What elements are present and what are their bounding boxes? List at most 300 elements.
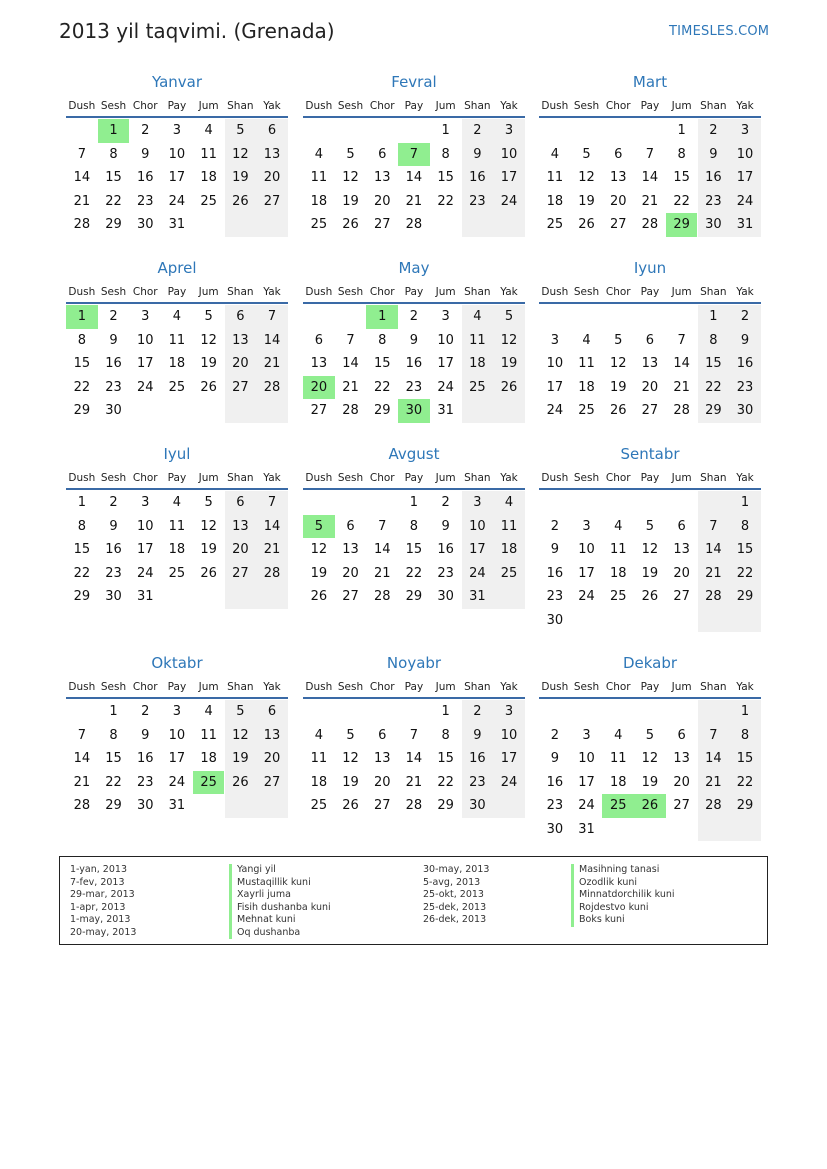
- weekday-header: [66, 99, 288, 118]
- day-cell: 1: [677, 123, 686, 138]
- day-cell: 9: [109, 518, 118, 534]
- month-name: Dekabr: [622, 654, 678, 672]
- day-cell: 30: [136, 217, 154, 232]
- day-cell: 6: [225, 305, 257, 329]
- day-cell: 31: [168, 217, 186, 232]
- day-cell: 24: [168, 774, 186, 790]
- day-cell: 9: [698, 143, 730, 167]
- day-cell: 5: [645, 727, 655, 743]
- day-cell: 14: [405, 170, 423, 185]
- day-cell: 26: [200, 379, 217, 395]
- day-cell: 22: [405, 565, 423, 581]
- day-cell: 19: [641, 565, 659, 581]
- weekday-label: Pay: [167, 681, 187, 693]
- day-cell: 28: [373, 589, 391, 604]
- weekday-label: Pay: [167, 100, 187, 112]
- day-cell: 10: [729, 143, 761, 167]
- day-cell: 23: [136, 193, 154, 209]
- day-cell: 31: [437, 403, 454, 418]
- day-cell: 21: [673, 379, 690, 395]
- month-name: Oktabr: [151, 654, 203, 672]
- day-cell: 19: [609, 379, 627, 395]
- empty-weekend-cell: [493, 585, 525, 609]
- day-cell: 26: [225, 190, 257, 214]
- legend-names-left: [229, 864, 331, 939]
- empty-weekend-cell: [225, 213, 257, 237]
- empty-weekend-cell: [225, 794, 257, 818]
- day-cell: 2: [409, 309, 419, 324]
- day-cell: 29: [105, 798, 122, 813]
- day-cell: 24: [136, 565, 154, 581]
- day-cell: 15: [105, 751, 122, 766]
- weekday-header: [303, 680, 525, 699]
- day-cell: 27: [342, 589, 359, 604]
- day-cell: 15: [437, 751, 454, 766]
- day-cell: 24: [437, 379, 454, 395]
- day-cell: 7: [645, 146, 655, 162]
- legend-holiday-name: Yangi yil: [229, 864, 331, 877]
- empty-weekend-cell: [493, 794, 525, 818]
- day-cell: 30: [729, 399, 761, 423]
- day-cell: 23: [437, 565, 454, 581]
- day-cell: 12: [200, 332, 217, 348]
- weekday-label: Pay: [404, 681, 424, 693]
- day-cell: 18: [493, 538, 525, 562]
- day-cell: 7: [346, 332, 355, 348]
- day-cell: 15: [729, 538, 761, 562]
- weekday-header: [539, 680, 761, 699]
- month-name: Fevral: [391, 73, 437, 91]
- day-cell: 5: [225, 119, 257, 143]
- weekday-label: Chor: [369, 472, 395, 484]
- weekday-label: Shan: [700, 681, 727, 693]
- day-cell: 2: [550, 518, 559, 534]
- day-cell: 27: [609, 217, 627, 232]
- legend-holiday-name: Xayrli juma: [229, 889, 331, 902]
- legend-holiday-date: 1-apr, 2013: [70, 901, 126, 913]
- day-cell: 8: [77, 332, 86, 348]
- weekday-label: Chor: [605, 100, 631, 112]
- day-cell: 3: [493, 119, 525, 143]
- months-grid: [66, 72, 762, 842]
- weekday-label: Jum: [671, 286, 692, 298]
- day-cell: 3: [550, 332, 559, 348]
- day-cell: 26: [641, 589, 659, 604]
- day-cell: 25: [310, 217, 328, 232]
- day-cell: 14: [698, 538, 730, 562]
- day-cell: 21: [641, 193, 659, 209]
- day-cell: 27: [256, 771, 288, 795]
- day-cell: 17: [168, 751, 186, 766]
- weekday-label: Shan: [464, 286, 491, 298]
- day-cell: 8: [109, 727, 118, 743]
- day-cell: 31: [729, 213, 761, 237]
- weekday-header: [539, 99, 761, 118]
- day-cell: 16: [698, 166, 730, 190]
- day-cell: 12: [225, 724, 257, 748]
- weekday-label: Yak: [736, 681, 754, 693]
- day-cell: 3: [172, 704, 182, 719]
- legend-holiday-date: 1-yan, 2013: [70, 864, 127, 875]
- day-cell: 6: [346, 518, 355, 534]
- day-cell: 21: [698, 771, 730, 795]
- weekday-label: Shan: [700, 286, 727, 298]
- day-cell: 28: [641, 217, 659, 232]
- weekday-label: Sesh: [337, 472, 364, 484]
- day-cell: 14: [641, 170, 659, 185]
- day-cell: 18: [168, 542, 186, 557]
- day-cell: 13: [256, 143, 288, 167]
- day-cell: 8: [441, 146, 450, 162]
- day-cell: 7: [77, 727, 86, 743]
- day-cell: 13: [225, 515, 257, 539]
- day-cell: 20: [225, 352, 257, 376]
- day-cell: 1: [77, 495, 86, 510]
- day-cell: 20: [641, 379, 659, 395]
- day-cell: 16: [546, 774, 564, 790]
- day-cell: 6: [677, 727, 686, 743]
- brand-link[interactable]: TIMESLES.COM: [669, 24, 770, 39]
- weekday-label: Pay: [167, 472, 187, 484]
- holiday-day-cell: 1: [66, 305, 98, 329]
- empty-weekend-cell: [729, 818, 761, 842]
- weekday-header: [66, 285, 288, 304]
- day-cell: 20: [256, 747, 288, 771]
- day-cell: 3: [462, 491, 494, 515]
- day-cell: 27: [673, 589, 690, 604]
- legend-holiday-name: Masihning tanasi: [571, 864, 675, 877]
- day-cell: 31: [462, 585, 494, 609]
- empty-weekend-cell: [256, 213, 288, 237]
- day-cell: 2: [141, 704, 150, 719]
- day-cell: 8: [77, 518, 86, 534]
- day-cell: 27: [673, 798, 690, 813]
- day-cell: 15: [437, 170, 454, 185]
- day-cell: 2: [550, 727, 559, 743]
- day-cell: 30: [546, 821, 564, 837]
- weekday-label: Yak: [500, 286, 518, 298]
- holiday-day-cell: 30: [398, 399, 430, 423]
- day-cell: 16: [136, 170, 154, 185]
- day-cell: 25: [578, 403, 595, 418]
- day-cell: 27: [310, 403, 328, 418]
- legend-holiday-date: 30-may, 2013: [423, 864, 490, 875]
- day-cell: 24: [462, 562, 494, 586]
- weekday-label: Dush: [541, 100, 569, 112]
- weekday-label: Sesh: [100, 286, 127, 298]
- holiday-day-cell: 20: [303, 376, 335, 400]
- weekday-label: Dush: [305, 681, 333, 693]
- day-cell: 23: [462, 190, 494, 214]
- day-cell: 11: [310, 751, 328, 766]
- day-cell: 22: [437, 193, 454, 209]
- weekday-label: Chor: [369, 286, 395, 298]
- day-cell: 14: [698, 747, 730, 771]
- weekday-label: Chor: [132, 286, 158, 298]
- month-name: Mart: [632, 73, 668, 91]
- day-cell: 3: [493, 700, 525, 724]
- weekday-label: Jum: [671, 472, 692, 484]
- day-cell: 4: [204, 704, 213, 719]
- day-cell: 24: [136, 379, 154, 395]
- day-cell: 6: [645, 332, 655, 348]
- day-cell: 26: [225, 771, 257, 795]
- day-cell: 21: [73, 774, 91, 790]
- day-cell: 11: [168, 518, 186, 534]
- day-cell: 9: [550, 751, 559, 766]
- day-cell: 23: [136, 774, 154, 790]
- weekday-label: Yak: [500, 681, 518, 693]
- day-cell: 29: [105, 217, 122, 232]
- day-cell: 24: [729, 190, 761, 214]
- day-cell: 11: [609, 751, 627, 766]
- day-cell: 17: [493, 747, 525, 771]
- day-cell: 4: [172, 495, 182, 510]
- day-cell: 7: [256, 491, 288, 515]
- day-cell: 8: [409, 518, 419, 534]
- day-cell: 29: [73, 403, 91, 418]
- day-cell: 23: [546, 798, 564, 813]
- day-cell: 1: [729, 491, 761, 515]
- day-cell: 17: [493, 166, 525, 190]
- day-cell: 19: [342, 193, 359, 209]
- day-cell: 27: [225, 562, 257, 586]
- legend-holiday-date: 25-okt, 2013: [423, 889, 484, 900]
- day-cell: 12: [200, 518, 217, 534]
- weekday-label: Shan: [227, 681, 254, 693]
- day-cell: 28: [256, 562, 288, 586]
- weekday-label: Chor: [369, 100, 395, 112]
- day-cell: 18: [310, 193, 328, 209]
- day-cell: 8: [698, 329, 730, 353]
- day-cell: 16: [105, 542, 122, 557]
- day-cell: 17: [729, 166, 761, 190]
- day-cell: 21: [405, 774, 423, 790]
- day-cell: 4: [614, 727, 623, 743]
- day-cell: 31: [136, 589, 154, 604]
- day-cell: 10: [136, 518, 154, 534]
- weekday-label: Pay: [404, 472, 424, 484]
- day-cell: 23: [462, 771, 494, 795]
- day-cell: 2: [462, 119, 494, 143]
- day-cell: 19: [225, 747, 257, 771]
- day-cell: 29: [373, 403, 391, 418]
- day-cell: 6: [256, 700, 288, 724]
- day-cell: 20: [373, 774, 391, 790]
- empty-weekend-cell: [225, 585, 257, 609]
- weekday-label: Jum: [198, 286, 219, 298]
- day-cell: 4: [582, 332, 591, 348]
- day-cell: 6: [225, 491, 257, 515]
- day-cell: 24: [578, 589, 595, 604]
- weekday-label: Dush: [68, 681, 96, 693]
- weekday-label: Sesh: [337, 681, 364, 693]
- weekday-label: Sesh: [337, 286, 364, 298]
- day-cell: 15: [729, 747, 761, 771]
- day-cell: 19: [493, 352, 525, 376]
- weekday-label: Jum: [435, 472, 456, 484]
- empty-weekend-cell: [493, 399, 525, 423]
- day-cell: 2: [698, 119, 730, 143]
- weekday-label: Yak: [500, 100, 518, 112]
- weekday-label: Yak: [263, 681, 281, 693]
- day-cell: 9: [409, 332, 419, 348]
- day-cell: 28: [698, 585, 730, 609]
- day-cell: 6: [677, 518, 686, 534]
- day-cell: 14: [73, 170, 91, 185]
- legend-holiday-name: Oq dushanba: [229, 927, 331, 940]
- day-cell: 13: [225, 329, 257, 353]
- weekday-label: Pay: [404, 286, 424, 298]
- weekday-label: Sesh: [573, 472, 600, 484]
- day-cell: 15: [698, 352, 730, 376]
- weekday-label: Pay: [167, 286, 187, 298]
- day-cell: 10: [546, 356, 564, 371]
- day-cell: 13: [641, 356, 659, 371]
- day-cell: 24: [168, 193, 186, 209]
- holiday-day-cell: 26: [634, 794, 666, 818]
- day-cell: 19: [310, 565, 328, 581]
- day-cell: 11: [578, 356, 595, 371]
- legend-holiday-name: Minnatdorchilik kuni: [571, 889, 675, 902]
- day-cell: 19: [342, 774, 359, 790]
- day-cell: 24: [546, 403, 564, 418]
- day-cell: 18: [200, 170, 217, 185]
- day-cell: 25: [546, 217, 564, 232]
- legend-holiday-date: 20-may, 2013: [70, 926, 137, 938]
- day-cell: 11: [200, 727, 217, 743]
- weekday-label: Chor: [369, 681, 395, 693]
- day-cell: 11: [609, 542, 627, 557]
- day-cell: 17: [462, 538, 494, 562]
- day-cell: 9: [462, 143, 494, 167]
- day-cell: 30: [105, 589, 122, 604]
- day-cell: 2: [109, 495, 118, 510]
- day-cell: 31: [168, 798, 186, 813]
- weekday-label: Chor: [605, 681, 631, 693]
- day-cell: 11: [168, 332, 186, 348]
- day-cell: 13: [373, 170, 391, 185]
- weekday-header: [66, 471, 288, 490]
- day-cell: 21: [256, 352, 288, 376]
- weekday-header: [539, 471, 761, 490]
- day-cell: 4: [204, 123, 213, 138]
- day-cell: 16: [462, 166, 494, 190]
- day-cell: 11: [200, 146, 217, 162]
- day-cell: 5: [582, 146, 591, 162]
- day-cell: 10: [462, 515, 494, 539]
- weekday-label: Sesh: [100, 472, 127, 484]
- day-cell: 7: [77, 146, 86, 162]
- day-cell: 28: [698, 794, 730, 818]
- weekday-label: Dush: [305, 472, 333, 484]
- day-cell: 1: [109, 704, 118, 719]
- day-cell: 17: [136, 356, 154, 371]
- day-cell: 18: [546, 193, 564, 209]
- day-cell: 4: [614, 518, 623, 534]
- weekday-label: Sesh: [573, 286, 600, 298]
- day-cell: 2: [462, 700, 494, 724]
- day-cell: 28: [405, 798, 423, 813]
- day-cell: 28: [342, 403, 359, 418]
- day-cell: 2: [109, 309, 118, 324]
- day-cell: 15: [105, 170, 122, 185]
- day-cell: 13: [609, 170, 627, 185]
- legend-holiday-name: Fisih dushanba kuni: [229, 902, 331, 915]
- day-cell: 22: [673, 193, 690, 209]
- day-cell: 12: [641, 542, 659, 557]
- day-cell: 24: [493, 771, 525, 795]
- weekday-label: Shan: [464, 100, 491, 112]
- day-cell: 26: [310, 589, 328, 604]
- legend-holiday-name: Rojdestvo kuni: [571, 902, 675, 915]
- day-cell: 29: [698, 399, 730, 423]
- day-cell: 26: [609, 403, 627, 418]
- weekday-label: Jum: [435, 100, 456, 112]
- month-name: Noyabr: [386, 654, 442, 672]
- day-cell: 8: [378, 332, 387, 348]
- weekday-label: Sesh: [100, 681, 127, 693]
- month-name: Iyul: [163, 445, 191, 463]
- day-cell: 27: [641, 403, 659, 418]
- legend-dates-right: [423, 864, 489, 927]
- day-cell: 21: [342, 379, 359, 395]
- day-cell: 11: [546, 170, 564, 185]
- day-cell: 8: [109, 146, 118, 162]
- day-cell: 19: [225, 166, 257, 190]
- month-name: Iyun: [633, 259, 667, 277]
- legend-names-right: [571, 864, 675, 927]
- day-cell: 13: [373, 751, 391, 766]
- day-cell: 23: [105, 565, 122, 581]
- day-cell: 3: [141, 309, 150, 324]
- day-cell: 21: [698, 562, 730, 586]
- day-cell: 30: [105, 403, 122, 418]
- day-cell: 25: [462, 376, 494, 400]
- weekday-label: Shan: [227, 472, 254, 484]
- day-cell: 12: [225, 143, 257, 167]
- day-cell: 16: [437, 542, 454, 557]
- day-cell: 28: [73, 798, 91, 813]
- legend-holiday-name: Boks kuni: [571, 914, 675, 927]
- day-cell: 5: [346, 146, 355, 162]
- day-cell: 8: [729, 724, 761, 748]
- weekday-label: Yak: [736, 100, 754, 112]
- day-cell: 7: [698, 724, 730, 748]
- day-cell: 29: [405, 589, 423, 604]
- day-cell: 19: [200, 356, 217, 371]
- day-cell: 7: [677, 332, 686, 348]
- weekday-label: Dush: [68, 472, 96, 484]
- weekday-header: [539, 285, 761, 304]
- weekday-label: Yak: [736, 472, 754, 484]
- weekday-label: Yak: [500, 472, 518, 484]
- day-cell: 15: [373, 356, 391, 371]
- weekday-label: Dush: [541, 472, 569, 484]
- day-cell: 26: [493, 376, 525, 400]
- day-cell: 12: [342, 170, 359, 185]
- day-cell: 18: [310, 774, 328, 790]
- holiday-day-cell: 1: [98, 119, 130, 143]
- day-cell: 10: [493, 143, 525, 167]
- day-cell: 9: [109, 332, 118, 348]
- day-cell: 11: [493, 515, 525, 539]
- day-cell: 19: [641, 774, 659, 790]
- day-cell: 5: [614, 332, 623, 348]
- day-cell: 7: [378, 518, 387, 534]
- day-cell: 18: [609, 774, 627, 790]
- day-cell: 14: [256, 329, 288, 353]
